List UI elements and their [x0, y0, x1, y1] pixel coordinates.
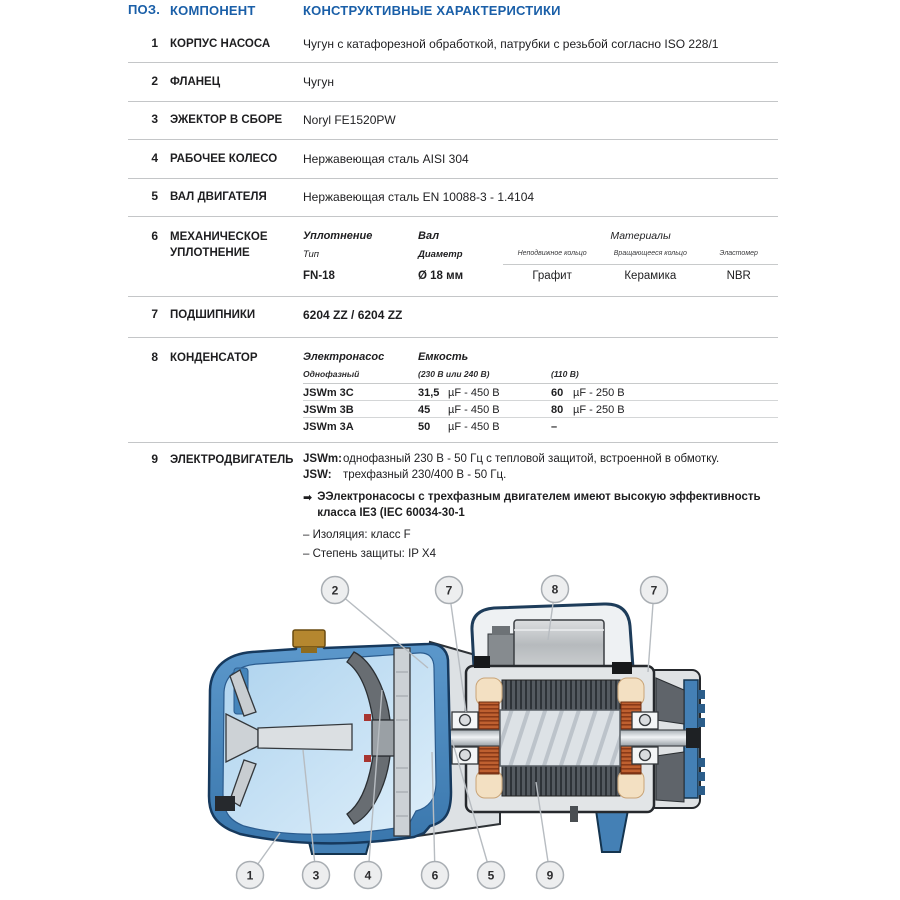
capacitor-subheaders	[303, 369, 778, 384]
capacitor	[514, 620, 604, 670]
capacitor-assembly	[472, 604, 633, 670]
table-row-6	[128, 217, 778, 297]
row-component: ФЛАНЕЦ	[170, 76, 221, 88]
capacitor-subtable	[303, 350, 778, 442]
pump-cross-section-diagram	[140, 555, 800, 900]
insulation-note: – Изоляция: класс F	[303, 529, 411, 542]
drain-plug	[215, 796, 235, 811]
table-row-7	[128, 297, 778, 338]
table-header-row	[128, 2, 778, 24]
row-pos: 8	[151, 350, 158, 364]
seal-type-value: FN-18	[303, 270, 335, 282]
elastomer-value: NBR	[726, 270, 751, 282]
row-value: Нержавеющая сталь EN 10088-3 - 1.4104	[303, 190, 535, 204]
svg-text:7: 7	[650, 583, 658, 598]
shaft-diameter-value: Ø 18 мм	[418, 270, 464, 282]
capacitor-model-row	[303, 418, 778, 435]
right-arrow-icon: ➡	[303, 492, 313, 504]
table-row-4	[128, 140, 778, 179]
stationary-ring-label: Неподвижное кольцо	[517, 250, 587, 257]
efficiency-note	[303, 490, 778, 521]
row-pos: 7	[151, 307, 158, 321]
spec-label: JSW:	[303, 469, 332, 481]
model-name: JSWm 3B	[303, 404, 354, 416]
callout-1	[237, 862, 264, 889]
capacity-230-value: 50 µF - 450 В	[418, 421, 500, 433]
svg-text:2: 2	[331, 583, 339, 598]
row-component: ПОДШИПНИКИ	[170, 309, 256, 321]
model-name: JSWm 3C	[303, 387, 354, 399]
table-row-5	[128, 179, 778, 217]
row-component: ЭЛЕКТРОДВИГАТЕЛЬ	[170, 454, 294, 466]
table-row-3	[128, 102, 778, 140]
capacitor-model-row	[303, 384, 778, 401]
svg-text:8: 8	[551, 582, 559, 597]
callout-7	[436, 577, 463, 604]
materials-header: Материалы	[610, 230, 671, 242]
svg-text:4: 4	[364, 868, 372, 883]
row-pos: 5	[151, 189, 158, 203]
callout-5	[478, 862, 505, 889]
table-row-2	[128, 63, 778, 102]
seal-sub-label: Тип	[303, 249, 319, 260]
capacity-230-label: (230 В или 240 В)	[418, 369, 490, 379]
capacity-110-label: (110 В)	[551, 369, 579, 379]
row-pos: 2	[151, 74, 158, 88]
seal-header: Уплотнение	[303, 230, 373, 242]
diffuser-plate	[394, 648, 410, 836]
seal-type-column	[303, 229, 418, 296]
spec-table	[128, 0, 778, 560]
svg-text:7: 7	[445, 583, 453, 598]
rotating-ring-label: Вращающееся кольцо	[613, 250, 687, 257]
col-header-component: КОМПОНЕНТ	[170, 3, 256, 18]
model-name: JSWm 3A	[303, 421, 354, 433]
elastomer-label: Эластомер	[719, 250, 758, 257]
motor-spec-jswm	[303, 452, 778, 468]
rotating-ring-value: Керамика	[624, 270, 677, 282]
row-component: МЕХАНИЧЕСКОЕ УПЛОТНЕНИЕ	[170, 231, 268, 260]
spec-text: однофазный 230 В - 50 Гц с тепловой защитой, встроенной в обмотку.	[343, 453, 720, 465]
motor-spec-jsw	[303, 468, 778, 484]
col-header-pos: ПОЗ.	[128, 2, 161, 17]
shaft-header: Вал	[418, 230, 440, 242]
protection-note: – Степень защиты: IP X4	[303, 547, 436, 560]
capacitor-model-row	[303, 401, 778, 418]
row-component: КОРПУС НАСОСА	[170, 38, 271, 50]
seal-materials-block	[503, 229, 778, 296]
stationary-ring-value: Графит	[532, 270, 572, 282]
motor-rotor	[500, 710, 620, 766]
terminal-block-top	[492, 626, 510, 635]
callout-3	[303, 862, 330, 889]
capacity-header: Емкость	[418, 351, 469, 363]
row-value: Нержавеющая сталь AISI 304	[303, 152, 469, 166]
row-pos: 6	[151, 229, 158, 243]
capacitor-headers	[303, 350, 778, 369]
motor-details	[303, 452, 778, 562]
table-row-9	[128, 443, 778, 558]
callout-7	[641, 577, 668, 604]
col-header-characteristics: КОНСТРУКТИВНЫЕ ХАРАКТЕРИСТИКИ	[303, 3, 561, 18]
capacity-110-value: 80 µF - 250 В	[551, 404, 625, 416]
row-component: РАБОЧЕЕ КОЛЕСО	[170, 153, 278, 165]
svg-text:6: 6	[431, 868, 439, 883]
svg-text:9: 9	[546, 868, 554, 883]
gasket	[612, 662, 632, 674]
gasket	[474, 656, 490, 668]
row-component: КОНДЕНСАТОР	[170, 352, 258, 364]
terminal-block	[488, 634, 514, 670]
spec-text: трехфазный 230/400 В - 50 Гц.	[343, 469, 507, 481]
capacity-230-value: 31,5 µF - 450 В	[418, 387, 500, 399]
capacity-110-value: –	[551, 421, 558, 433]
drain-tab	[570, 806, 578, 822]
row-pos: 9	[151, 452, 158, 466]
shaft-diameter-column	[418, 229, 503, 296]
row-pos: 1	[151, 36, 158, 50]
capacity-110-value: 60 µF - 250 В	[551, 387, 625, 399]
pump-sub-label: Однофазный	[303, 369, 360, 379]
row-value: 6204 ZZ / 6204 ZZ	[303, 308, 403, 322]
pump-header: Электронасос	[303, 351, 385, 363]
materials-values	[503, 265, 778, 285]
table-row-8	[128, 338, 778, 443]
svg-text:3: 3	[312, 868, 320, 883]
callout-6	[422, 862, 449, 889]
spec-label: JSWm:	[303, 453, 342, 465]
row-value: Чугун	[303, 75, 335, 89]
capacity-230-value: 45 µF - 450 В	[418, 404, 500, 416]
efficiency-note-text: ЭЭлектронасосы с трехфазным двигателем имеют высокую эффективность класса IE3 (IEC 60034-30-1	[317, 491, 761, 519]
row-value: Чугун с катафорезной обработкой, патрубки с резьбой согласно ISO 228/1	[303, 37, 719, 51]
callout-9	[537, 862, 564, 889]
table-row-1	[128, 24, 778, 63]
callout-2	[322, 577, 349, 604]
row-component: ВАЛ ДВИГАТЕЛЯ	[170, 191, 267, 203]
callout-8	[542, 576, 569, 603]
seal-subtable	[303, 229, 778, 296]
callout-4	[355, 862, 382, 889]
materials-labels	[503, 249, 778, 265]
svg-text:5: 5	[487, 868, 495, 883]
pump-casing	[209, 630, 451, 843]
shaft-sub-label: Диаметр	[418, 249, 463, 260]
row-pos: 3	[151, 112, 158, 126]
row-value: Noryl FE1520PW	[303, 113, 396, 127]
svg-text:1: 1	[246, 868, 254, 883]
row-pos: 4	[151, 151, 158, 165]
row-component: ЭЖЕКТОР В СБОРЕ	[170, 114, 283, 126]
